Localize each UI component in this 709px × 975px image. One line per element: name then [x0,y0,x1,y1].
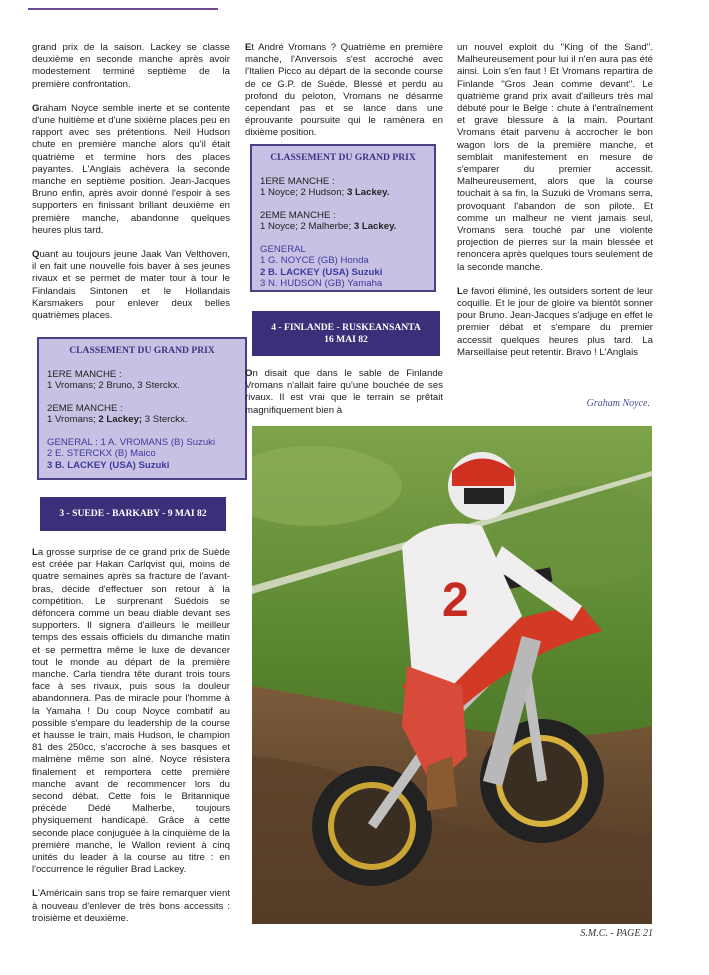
column-2-text [245,42,443,152]
general-2: 2 E. STERCKX (B) Maico [47,448,156,459]
paragraph: Le favori éliminé, les outsiders sortent de leur coquille. Et le jour de gloire va bientôt sonner pour Bruno. Jean-Jacques s'adjuge en effet le premier débat et s'empare du premier accessit quelques heures plus tard. La Marseillaise peut retentir. Bravo ! L'Anglais [457,285,653,358]
column-1-text [32,42,230,334]
heat-1-result: 1 Noyce; 2 Hudson; 3 Lackey. [260,187,390,198]
paragraph: On disait que dans le sable de Finlande Vromans n'allait faire qu'une bouchée de ses rivaux. Il est vrai que le terrain se prêtait magnifiquement bien à [245,368,443,416]
motocross-rider-photo [252,426,652,924]
section-banner-finland: 4 - FINLANDE - RUSKEANSANTA 16 MAI 82 [252,311,440,356]
photo-illustration [252,426,652,924]
heat-2-result: 1 Noyce; 2 Malherbe; 3 Lackey. [260,221,397,232]
heat-2-title: 2EME MANCHE : [47,402,123,414]
section-banner-sweden: 3 - SUEDE - BARKABY - 9 MAI 82 [40,497,226,531]
photo-caption: Graham Noyce. [586,398,650,409]
heat-2-title: 2EME MANCHE : [260,209,336,221]
standings-title: CLASSEMENT DU GRAND PRIX [69,345,215,356]
column-2b-text [245,368,443,429]
heat-1-result: 1 Vromans; 2 Bruno, 3 Sterckx. [47,380,180,391]
rider-number: 2 [442,574,469,627]
heat-1-title: 1ERE MANCHE : [260,175,335,187]
paragraph: grand prix de la saison. Lackey se classe deuxième en seconde manche après avoir modestement terminé septième de la première confrontation. [32,42,230,90]
standings-box-sweden [37,337,247,480]
paragraph: un nouvel exploit du ''King of the Sand''. Malheureusement pour lui il n'en aura pas été ainsi. Loin s'en faut ! Et Vromans repartira de Finlande ''Gros Jean comme devant''. Le quatrième grand prix avait d'ailleurs très mal débuté pour le Belge : chute à l'entraînement et grave blessure à la main. Pourtant Vromans était parvenu à accrocher le bon wagon lors de la première manche, et semblait manifestement en mesure de s'emparer du premier accessit. Malheureusement, alors que la course touchait à sa fin, la Suzuki de Vromans serra, provoquant l'abandon de son pilote. Et comme un malheur ne vient jamais seul, Vromans sera touché par une violente projection de pierres sur la main blessée et renoncera après quelques tours seulement de la seconde manche. [457,42,653,273]
general-1: 1 G. NOYCE (GB) Honda [260,255,369,266]
paragraph: Graham Noyce semble inerte et se contente d'une huitième et d'une sixième places peu en rapport avec ses prétentions. Neil Hudson chute en première manche alors qu'il était quatrième et termine hors des places payantes. L'Anglais achèvera la seconde manche en septième position. Jean-Jacques Bruno enfin, après avoir donné l'espoir à ses supporters en finissant brillant deuxième en première manche, abandonne quelques heures plus tard. [32,102,230,236]
paragraph: La grosse surprise de ce grand prix de Suède est créée par Hakan Carlqvist qui, moins de quatre semaines après sa fracture de l'avant-bras, décide d'effectuer son retour à la compétition. Le surprenant Suédois se défoncera comme un beau diable devant ses supporters. Il signera d'ailleurs le meilleur temps des essais officiels du dimanche matin et se permettra même le luxe de devancer tout le monde au départ de la première manche. Carla tiendra tête durant trois tours face à ses rivaux, puis sous la douleur abandonnera. Pas de miracle pour l'homme à la Yamaha ! Du coup Noyce combatif au possible s'empare du leadership de la course et hausse le train, mais Hudson, le champion 81 des 250cc, s'accroche à ses basques et malmène même son aîné. Noyce résistera finalement et remportera cette première manche avant de recommencer lors du second débat. Cette fois le Britannique précède Dédé Malherbe, toujours physiquement handicapé. Grâce à cette seconde place conjuguée à la cinquième de la première manche, le Wallon revient à cinq unités du leader à la course au titre : en l'occurrence le régulier Brad Lackey. [32,547,230,876]
general-2: 2 B. LACKEY (USA) Suzuki [260,266,383,278]
general-1: GENERAL : 1 A. VROMANS (B) Suzuki [47,436,216,448]
standings-title: CLASSEMENT DU GRAND PRIX [270,152,416,163]
general-3: 3 N. HUDSON (GB) Yamaha [260,278,383,289]
general-title: GENERAL [260,243,306,255]
column-3-text [457,42,653,371]
column-1b-text [32,547,230,937]
paragraph: Quant au toujours jeune Jaak Van Velthoven, il en fait une nouvelle fois baver à ses jeunes rivaux et se permet de mater tour à tour le Finlandais Sintonen et le Hollandais Karsmakers pour enlever deux belles quatrièmes places. [32,249,230,322]
top-rule [28,8,218,10]
paragraph: L'Américain sans trop se faire remarquer vient à nouveau d'enlever de très bons accessits : troisième et deuxième. [32,888,230,924]
heat-1-title: 1ERE MANCHE : [47,368,122,380]
heat-2-result: 1 Vromans; 2 Lackey; 3 Sterckx. [47,414,188,425]
paragraph: Et André Vromans ? Quatrième en première manche, l'Anversois s'est accroché avec l'Italien Picco au départ de la seconde course de ce G.P. de Suède. Blessé et perdu au profond du peloton, Vromans ne désarme cependant pas et se lance dans une éprouvante poursuite qui le ramènera en dixième position. [245,42,443,139]
general-3: 3 B. LACKEY (USA) Suzuki [47,459,170,471]
page-footer: S.M.C. - PAGE 21 [580,928,653,939]
standings-box-grand-prix [250,144,436,292]
